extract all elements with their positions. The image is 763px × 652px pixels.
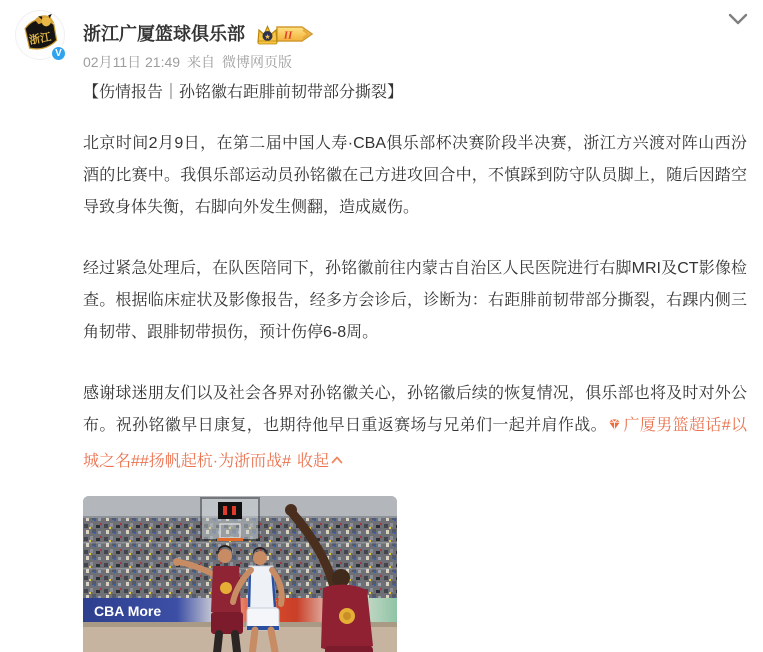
supertopic-label: 广厦男篮超话 xyxy=(623,417,722,434)
post-paragraph-3 xyxy=(83,378,747,478)
chevron-down-icon[interactable] xyxy=(727,12,749,26)
ad-board-text: CBA More xyxy=(94,603,162,619)
post-paragraph-1: 北京时间2月9日，在第二届中国人寿·CBA俱乐部杯决赛阶段半决赛，浙江方兴渡对阵山西汾酒的比赛中。我俱乐部运动员孙铭徽在己方进攻回合中，不慎踩到防守队员脚上，随后因踏空导致身体失衡，右脚向外发生侧翻，造成崴伤。 xyxy=(83,135,747,216)
source-prefix: 来自 xyxy=(187,54,216,70)
hashtag-link-1[interactable]: #以城之名# xyxy=(83,417,747,470)
post-time: 02月11日 21:49 xyxy=(83,54,181,70)
username[interactable]: 浙江广厦篮球俱乐部 xyxy=(83,24,245,44)
post-image[interactable] xyxy=(83,496,397,652)
post-source[interactable]: 微博网页版 xyxy=(222,54,293,70)
avatar[interactable] xyxy=(15,10,65,60)
basketball-game-photo xyxy=(83,496,397,652)
collapse-label: 收起 xyxy=(297,453,330,470)
crown-level-icon xyxy=(254,22,318,46)
post-content xyxy=(83,80,747,652)
avatar-text: 浙江 xyxy=(28,31,53,47)
svg-text:II: II xyxy=(283,29,293,42)
hashtag-link-2[interactable]: #扬帆起杭·为浙而战# xyxy=(139,453,292,470)
user-name-row xyxy=(83,21,318,47)
supertopic-link[interactable] xyxy=(607,417,722,434)
verified-badge-icon: V xyxy=(50,45,67,62)
chevron-up-icon xyxy=(331,444,343,476)
svg-text:★: ★ xyxy=(264,33,271,41)
post-meta xyxy=(83,52,292,72)
post-paragraph-2: 经过紧急处理后，在队医陪同下，孙铭徽前往内蒙古自治区人民医院进行右脚MRI及CT影像检查。根据临床症状及影像报告，经多方会诊后，诊断为：右距腓前韧带部分撕裂，右踝内侧三角韧带、跟腓韧带损伤，预计伤停6-8周。 xyxy=(83,260,747,341)
supertopic-icon xyxy=(607,412,622,444)
post-title: 【伤情报告｜孙铭徽右距腓前韧带部分撕裂】 xyxy=(83,84,404,101)
collapse-link[interactable] xyxy=(297,453,343,470)
paragraph-3-text: 感谢球迷朋友们以及社会各界对孙铭徽关心，孙铭徽后续的恢复情况，俱乐部也将及时对外公布。祝孙铭徽早日康复，也期待他早日重返赛场与兄弟们一起并肩作战。 xyxy=(83,385,747,434)
vip-level-badge[interactable] xyxy=(254,22,318,46)
